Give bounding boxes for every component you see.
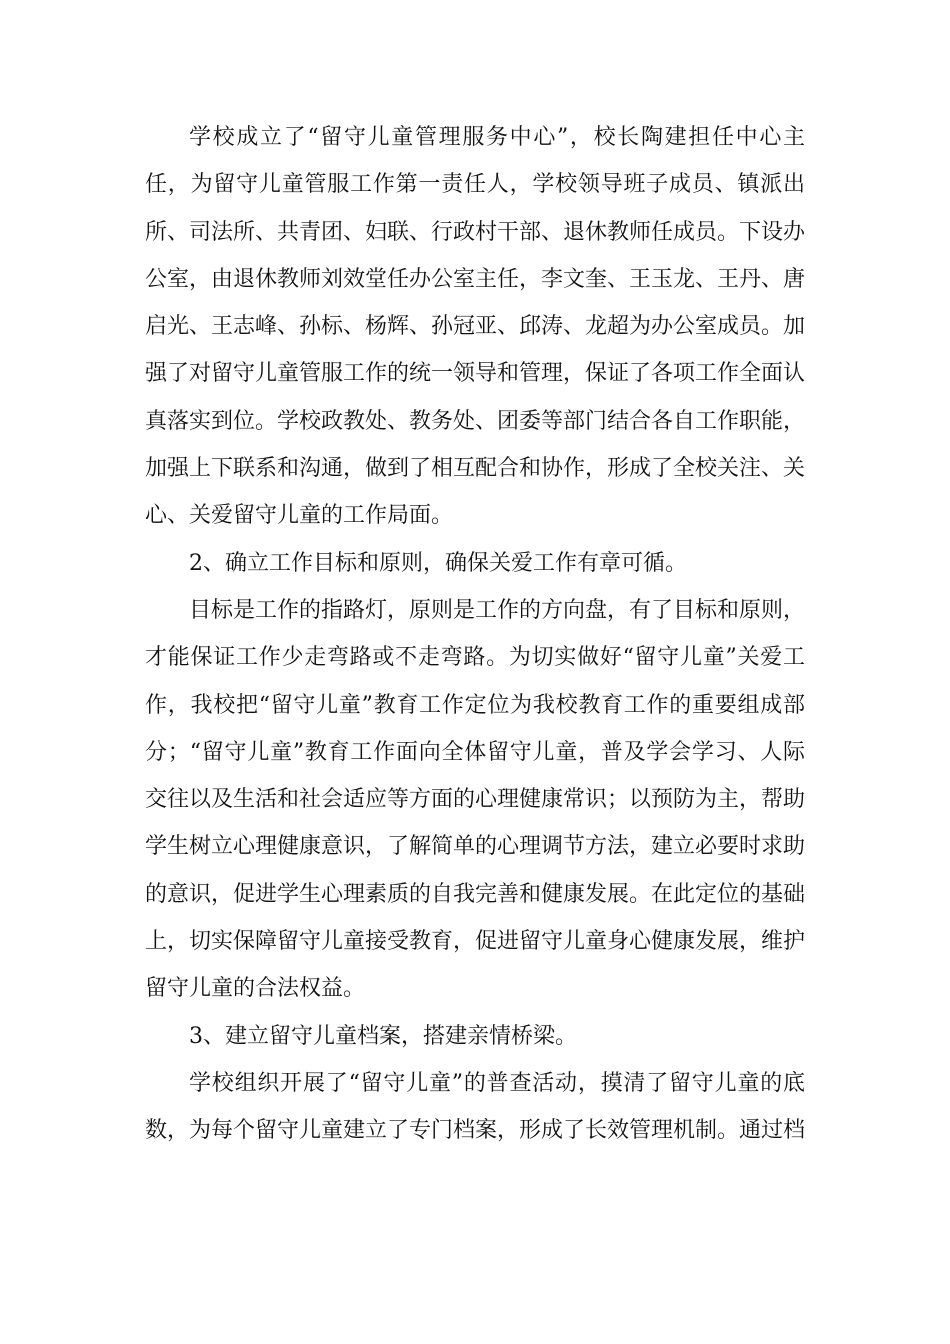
heading-item-3: 3、建立留守儿童档案，搭建亲情桥梁。	[189, 1023, 577, 1049]
document-body	[145, 114, 805, 1155]
paragraph-archives: 学校组织开展了“留守儿童”的普查活动，摸清了留守儿童的底数，为每个留守儿童建立了专门档案，形成了长效管理机制。通过档	[145, 1070, 806, 1144]
paragraph-goals-principles: 目标是工作的指路灯，原则是工作的方向盘，有了目标和原则，才能保证工作少走弯路或不走弯路。为切实做好“留守儿童”关爱工作，我校把“留守儿童”教育工作定位为我校教育工作的重要组成部分；“留守儿童”教育工作面向全体留守儿童，普及学会学习、人际交往以及生活和社会适应等方面的心理健康常识；以预防为主，帮助学生树立心理健康意识，了解简单的心理调节方法，建立必要时求助的意识，促进学生心理素质的自我完善和健康发展。在此定位的基础上，切实保障留守儿童接受教育，促进留守儿童身心健康发展，维护留守儿童的合法权益。	[145, 597, 806, 1002]
paragraph-leading-group: 学校成立了“留守儿童管理服务中心”，校长陶建担任中心主任，为留守儿童管服工作第一责任人，学校领导班子成员、镇派出所、司法所、共青团、妇联、行政村干部、退休教师任成员。下设办公室，由退休教师刘效堂任办公室主任，李文奎、王玉龙、王丹、唐启光、王志峰、孙标、杨辉、孙冠亚、邱涛、龙超为办公室成员。加强了对留守儿童管服工作的统一领导和管理，保证了各项工作全面认真落实到位。学校政教处、教务处、团委等部门结合各自工作职能，加强上下联系和沟通，做到了相互配合和协作，形成了全校关注、关心、关爱留守儿童的工作局面。	[145, 125, 806, 529]
heading-item-2: 2、确立工作目标和原则，确保关爱工作有章可循。	[189, 550, 687, 576]
